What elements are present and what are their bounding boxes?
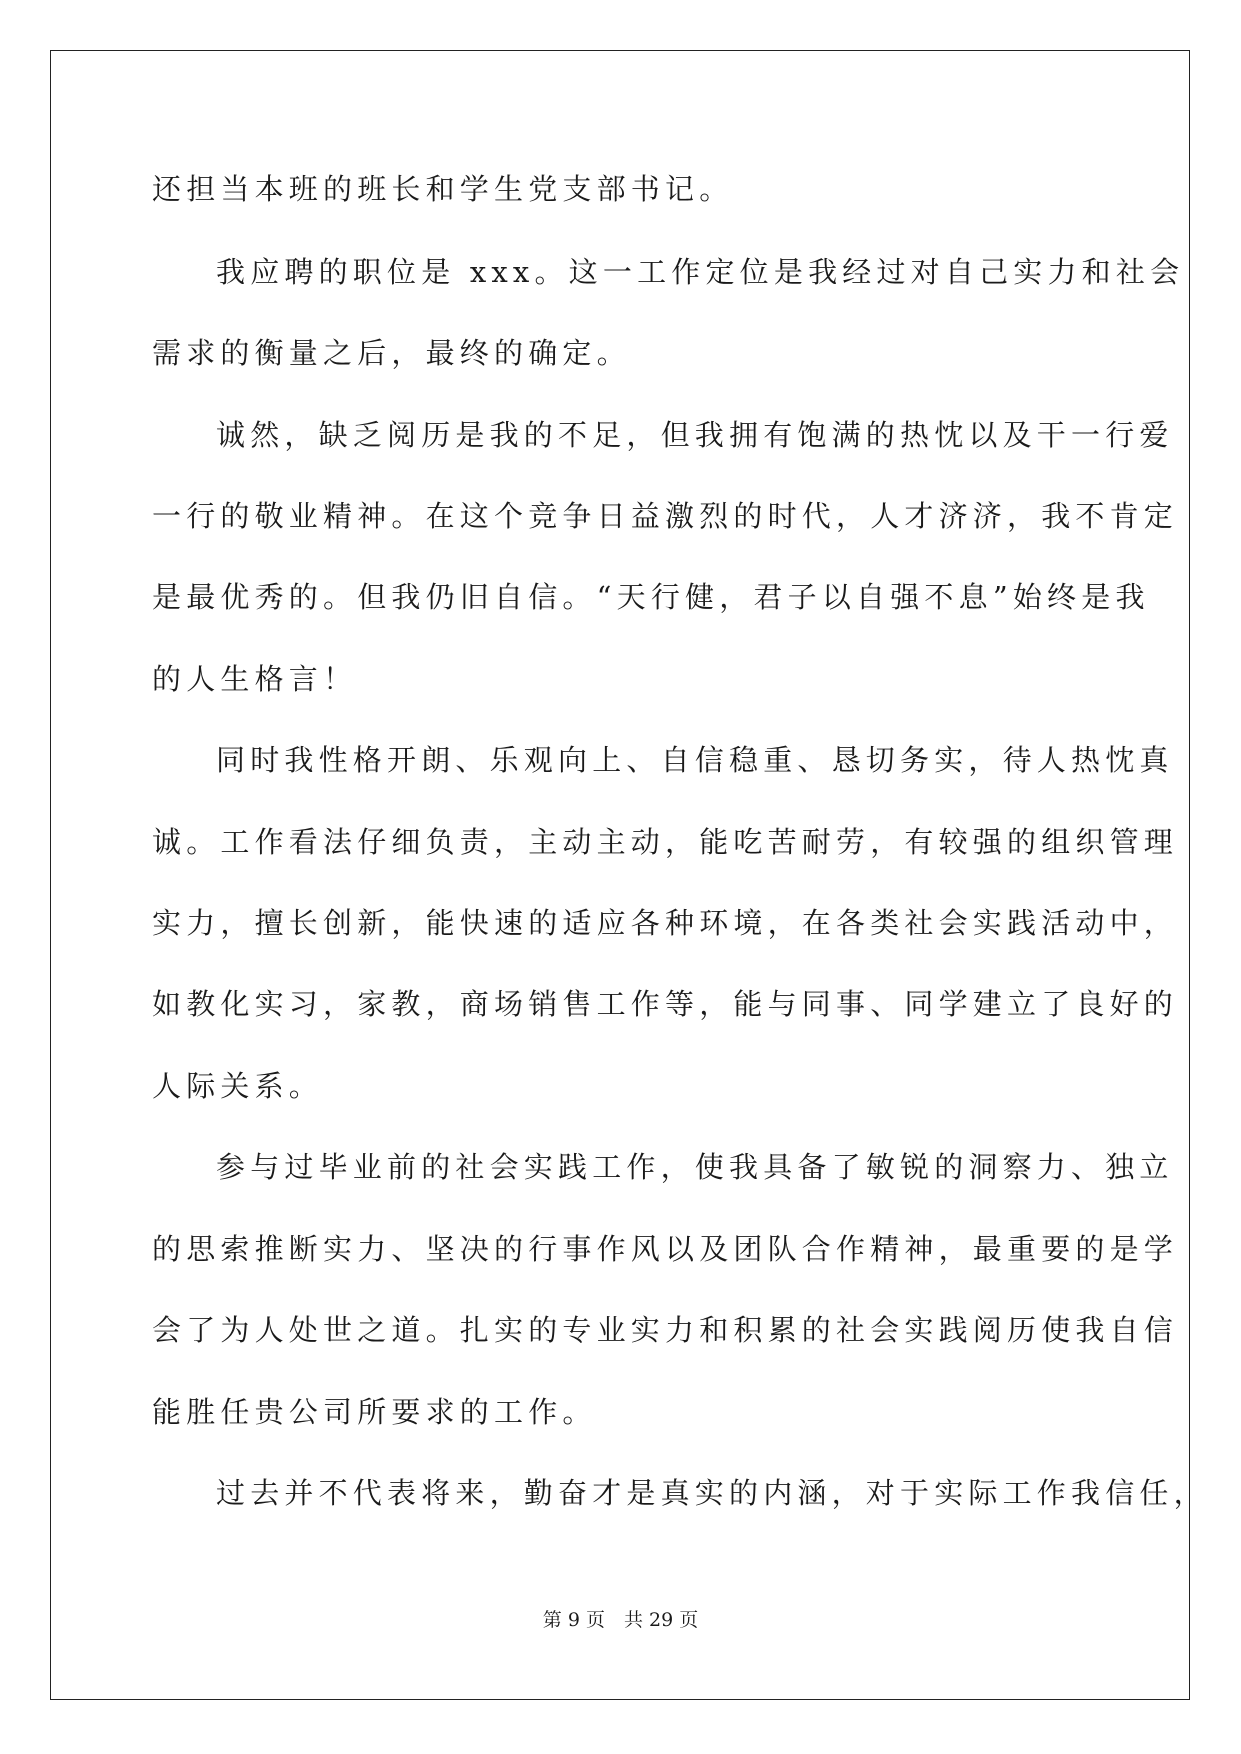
text-line: 的人生格言！ (152, 662, 358, 696)
text-line: 过去并不代表将来，勤奋才是真实的内涵，对于实际工作我信任， (216, 1476, 1208, 1510)
text-line: 同时我性格开朗、乐观向上、自信稳重、恳切务实，待人热忱真 (216, 743, 1174, 777)
text-line: 诚。工作看法仔细负责，主动主动，能吃苦耐劳，有较强的组织管理 (152, 825, 1179, 859)
text-line: 还担当本班的班长和学生党支部书记。 (152, 172, 734, 206)
text-line: 如教化实习，家教，商场销售工作等，能与同事、同学建立了良好的 (152, 987, 1179, 1021)
text-line: 一行的敬业精神。在这个竞争日益激烈的时代，人才济济，我不肯定 (152, 499, 1179, 533)
text-line: 实力，擅长创新，能快速的适应各种环境，在各类社会实践活动中， (152, 906, 1179, 940)
text-line: 人际关系。 (152, 1069, 324, 1103)
text-line: 需求的衡量之后，最终的确定。 (152, 336, 631, 370)
text-line: 我应聘的职位是 xxx。这一工作定位是我经过对自己实力和社会 (216, 255, 1185, 289)
text-line: 是最优秀的。但我仍旧自信。“天行健，君子以自强不息”始终是我 (152, 580, 1150, 614)
text-line: 能胜任贵公司所要求的工作。 (152, 1395, 597, 1429)
page-number-footer: 第 9 页 共 29 页 (542, 1609, 699, 1631)
text-line: 的思索推断实力、坚决的行事作风以及团队合作精神，最重要的是学 (152, 1232, 1179, 1266)
page-border (50, 50, 1190, 1700)
text-line: 诚然，缺乏阅历是我的不足，但我拥有饱满的热忱以及干一行爱 (216, 418, 1174, 452)
text-line: 参与过毕业前的社会实践工作，使我具备了敏锐的洞察力、独立 (216, 1150, 1174, 1184)
text-line: 会了为人处世之道。扎实的专业实力和积累的社会实践阅历使我自信 (152, 1313, 1179, 1347)
